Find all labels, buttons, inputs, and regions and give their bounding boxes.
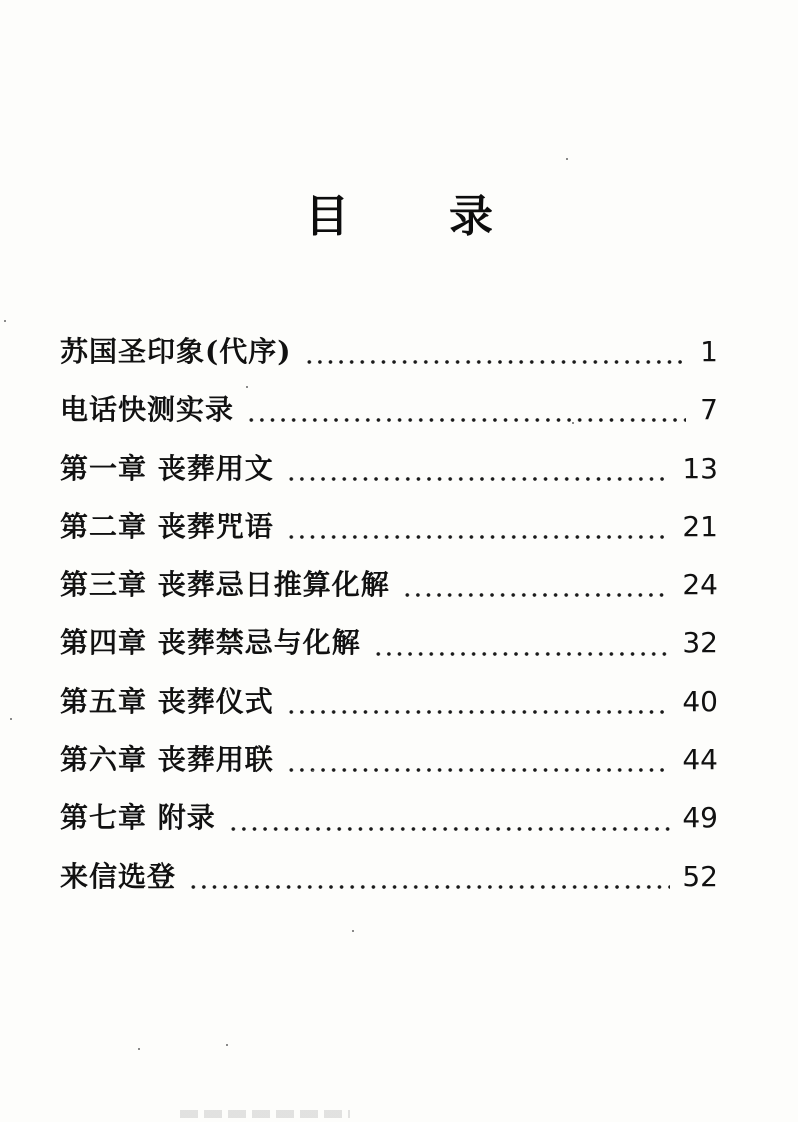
toc-entry-page: 40 [682, 684, 718, 718]
toc-entry-chapter-7[interactable] [60, 796, 718, 854]
scan-speck [566, 158, 568, 160]
toc-entry-preface[interactable] [60, 330, 718, 388]
dot-leader [373, 652, 671, 656]
scan-speck [312, 770, 314, 772]
toc-entry-label: 第四章 丧葬禁忌与化解 [60, 626, 361, 660]
scan-speck [138, 1048, 140, 1050]
dot-leader [188, 885, 670, 889]
toc-entry-label: 苏国圣印象(代序) [60, 335, 292, 368]
toc-entry-chapter-4[interactable] [60, 621, 718, 679]
dot-leader [228, 827, 671, 831]
toc-entry-page: 21 [682, 509, 718, 543]
toc-entry-page: 32 [682, 626, 718, 660]
scan-speck [4, 320, 6, 322]
dot-leader [304, 360, 687, 364]
dot-leader [286, 710, 671, 714]
toc-entry-page: 1 [700, 335, 718, 368]
toc-entry-chapter-2[interactable] [60, 505, 718, 563]
dot-leader [286, 535, 671, 539]
toc-entry-page: 24 [682, 568, 718, 602]
toc-entry-phone-records[interactable] [60, 388, 718, 446]
toc-entry-label: 第二章 丧葬咒语 [60, 509, 274, 543]
toc-entry-label: 第三章 丧葬忌日推算化解 [60, 568, 390, 602]
title-char-1: 目 [305, 191, 349, 242]
toc-entry-page: 13 [682, 451, 718, 485]
title-char-2: 录 [449, 191, 493, 242]
dot-leader [246, 418, 686, 422]
toc-entry-label: 第六章 丧葬用联 [60, 743, 274, 777]
page-title [0, 180, 798, 244]
scan-speck [10, 718, 12, 720]
toc-entry-label: 第七章 附录 [60, 801, 216, 835]
scan-speck [572, 422, 574, 424]
scan-speck [352, 930, 354, 932]
dot-leader [286, 768, 671, 772]
toc-entry-letters[interactable] [60, 855, 718, 913]
toc-entry-page: 49 [682, 801, 718, 835]
toc-entry-chapter-5[interactable] [60, 680, 718, 738]
dot-leader [402, 593, 671, 597]
dot-leader [286, 477, 671, 481]
toc-entry-label: 第一章 丧葬用文 [60, 451, 274, 485]
scan-smudge [180, 1110, 350, 1118]
toc-entry-chapter-3[interactable] [60, 563, 718, 621]
toc-entry-label: 电话快测实录 [60, 393, 235, 427]
toc-entry-label: 来信选登 [60, 859, 177, 893]
toc-entry-chapter-1[interactable] [60, 447, 718, 505]
scan-speck [246, 386, 248, 388]
toc-entry-page: 7 [700, 393, 718, 427]
scan-speck [226, 1044, 228, 1046]
toc-entry-chapter-6[interactable] [60, 738, 718, 796]
toc-entry-label: 第五章 丧葬仪式 [60, 684, 274, 718]
toc-entry-page: 52 [682, 859, 718, 893]
table-of-contents [60, 330, 718, 913]
toc-entry-page: 44 [682, 743, 718, 777]
